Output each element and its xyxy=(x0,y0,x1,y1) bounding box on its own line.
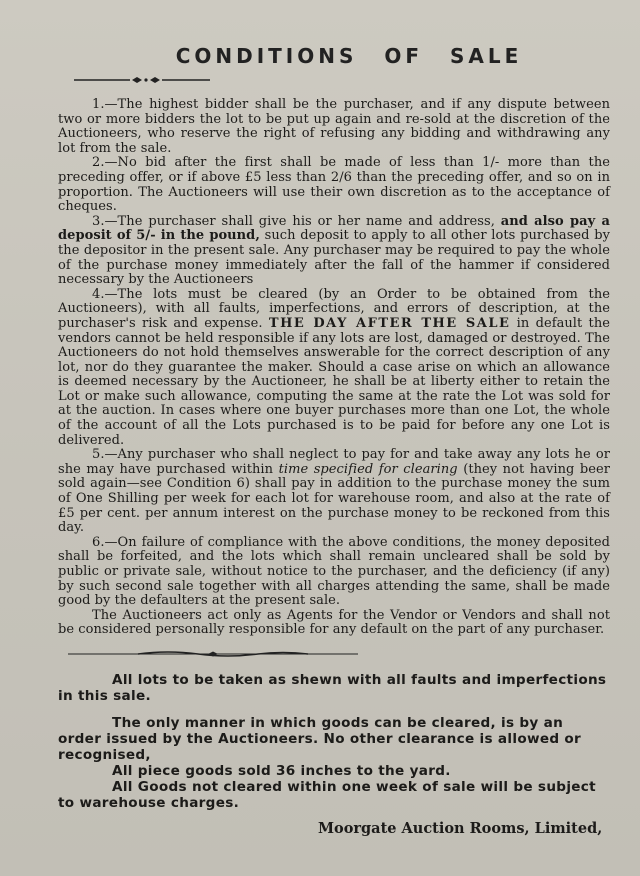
condition-5-rest: (they not having beer sold again—see Condition 6) shall pay in addition to the purchase money the sum of One Shilling per week for each lot for warehouse room, and also at the rate of £5 per cent. per annum interest on the purchase money to be reckoned from this day. xyxy=(58,461,611,536)
agents-disclaimer: The Auctioneers act only as Agents for the Vendor or Vendors and shall not be considered personally responsible for any default on the part of any purchaser. xyxy=(58,607,610,638)
condition-5 xyxy=(58,448,610,536)
condition-3 xyxy=(58,215,610,288)
condition-4 xyxy=(58,288,610,449)
decorative-rule-top xyxy=(74,76,210,84)
condition-4-day-after-emphasis: THE DAY AFTER THE SALE xyxy=(268,315,511,331)
condition-3-intro: 3.—The purchaser shall give his or her name and address, xyxy=(92,213,495,229)
condition-6: 6.—On failure of compliance with the above conditions, the money deposited shall be forfeited, and the lots which shall remain uncleared shall be sold by public or private sale, without notice to the purchaser, and the deficiency (if any) by such second sale together with all charges attending the same, shall be made good by the defaulters at the present sale. xyxy=(58,534,610,609)
auctioneer-signature: Moorgate Auction Rooms, Limited, xyxy=(318,819,603,837)
decorative-rule-middle xyxy=(68,650,358,658)
notice-clearance-order: The only manner in which goods can be cleared, is by an order issued by the Auctioneers. No other clearance is allowed or recognised, xyxy=(58,714,582,763)
condition-4-intro: 4.—The lots must be cleared (by an Order to be obtained from the Auctioneers), with all faults, imperfections, and errors of description, at the purchaser's risk and expense. xyxy=(58,286,610,331)
condition-5-intro: 5.—Any purchaser who shall neglect to pay for and take away any lots he or she may have purchased within xyxy=(58,447,610,477)
condition-5-time-emphasis: time specified for clearing xyxy=(278,461,458,477)
notice-warehouse-charges: All Goods not cleared within one week of sale will be subject to warehouse charges. xyxy=(58,778,596,811)
notice-piece-goods: All piece goods sold 36 inches to the yard. xyxy=(112,762,451,779)
condition-3-rest: such deposit to apply to all other lots purchased by the depositor in the present sale. Any purchaser may be required to pay the whole of the purchase money immediately after the fall of the hammer if considered necessary by the Auctioneers xyxy=(58,228,611,288)
page-title: CONDITIONS OF SALE xyxy=(175,44,523,68)
condition-2: 2.—No bid after the first shall be made of less than 1/- more than the preceding offer, or if above £5 less than 2/6 than the preceding offer, and so on in proportion. The Auctioneers will use their own discretion as to the acceptance of cheques. xyxy=(58,155,610,215)
condition-4-rest: in default the vendors cannot be held responsible if any lots are lost, damaged or destroyed. The Auctioneers do not hold themselves answerable for the correct description of any lot, nor do they guarantee the maker. Should a case arise on which an allowance is deemed necessary by the Auctioneer, he shall be at liberty either to retain the Lot or make such allowance, computing the same at the rate the Lot was sold for at the auction. In cases where one buyer purchases more than one Lot, the whole of the account of all the Lots purchased is to be paid for before any one Lot is delivered. xyxy=(58,315,611,448)
notice-all-faults: All lots to be taken as shewn with all faults and imperfections in this sale. xyxy=(58,671,607,704)
condition-3-deposit-emphasis: and also pay a deposit of 5/- in the pound, xyxy=(58,213,610,244)
condition-1: 1.—The highest bidder shall be the purchaser, and if any dispute between two or more bidders the lot to be put up again and re-sold at the discretion of the Auctioneers, who reserve the right of refusing any bidding and withdrawing any lot from the sale. xyxy=(58,97,610,156)
